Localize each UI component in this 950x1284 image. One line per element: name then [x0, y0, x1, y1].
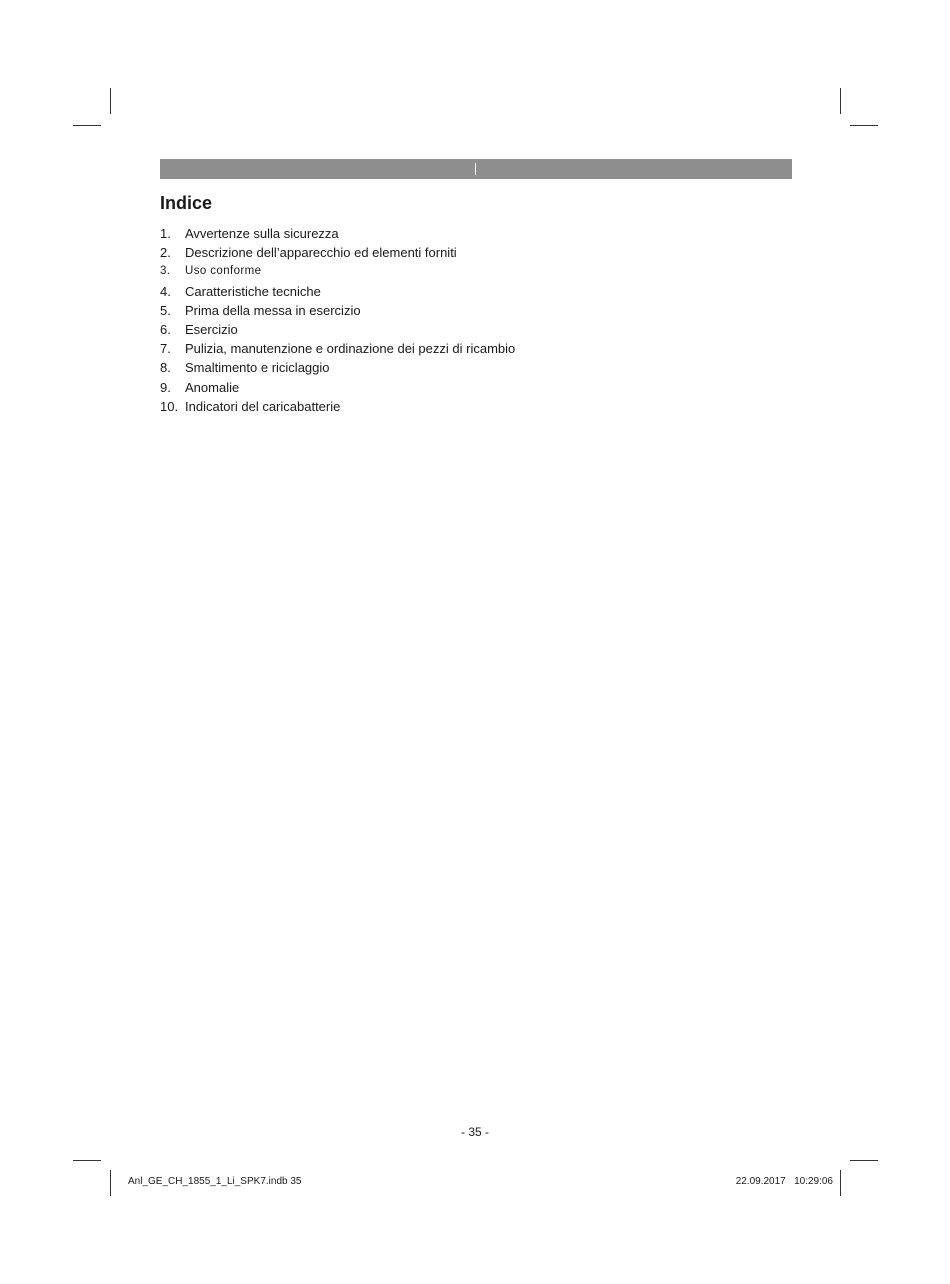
toc-item-number: 7. — [160, 341, 171, 357]
toc-item-label: Caratteristiche tecniche — [185, 283, 321, 299]
table-of-contents — [160, 224, 515, 416]
toc-item-number: 4. — [160, 283, 171, 299]
toc-item-label: Indicatori del caricabatterie — [185, 398, 341, 414]
toc-item — [160, 262, 515, 281]
crop-mark — [840, 88, 841, 114]
toc-item-label: Prima della messa in esercizio — [185, 302, 361, 318]
toc-item — [160, 358, 515, 377]
toc-item — [160, 397, 515, 416]
page-title: Indice — [160, 193, 213, 213]
crop-mark — [110, 88, 111, 114]
toc-item-label: Anomalie — [185, 379, 240, 395]
toc-item — [160, 378, 515, 397]
crop-mark — [850, 1160, 878, 1161]
toc-item-number: 3. — [160, 265, 171, 278]
toc-item-label: Smaltimento e riciclaggio — [185, 360, 330, 376]
toc-item-label: Uso conforme — [185, 265, 262, 278]
toc-item-label: Descrizione dell’apparecchio ed elementi forniti — [185, 245, 457, 261]
toc-item — [160, 301, 515, 320]
crop-mark — [73, 1160, 101, 1161]
header-divider — [475, 163, 476, 175]
print-slug-datetime: 22.09.2017 10:29:06 — [735, 1176, 833, 1187]
toc-item-number: 1. — [160, 226, 171, 241]
toc-item-number: 10. — [160, 398, 179, 414]
toc-item — [160, 243, 515, 262]
toc-item-number: 6. — [160, 321, 171, 337]
toc-item — [160, 339, 515, 358]
crop-mark — [110, 1170, 111, 1196]
toc-item — [160, 282, 515, 301]
toc-item-label: Pulizia, manutenzione e ordinazione dei pezzi di ricambio — [185, 341, 516, 357]
print-slug-filename: Anl_GE_CH_1855_1_Li_SPK7.indb 35 — [128, 1176, 302, 1187]
toc-item-number: 5. — [160, 302, 171, 318]
toc-item — [160, 224, 515, 243]
toc-item-label: Avvertenze sulla sicurezza — [185, 226, 339, 241]
page-number: - 35 - — [460, 1125, 489, 1139]
crop-mark — [73, 125, 101, 126]
toc-item-number: 8. — [160, 360, 171, 376]
crop-mark — [840, 1170, 841, 1196]
crop-mark — [850, 125, 878, 126]
header-bar — [160, 159, 792, 179]
toc-item-number: 9. — [160, 379, 171, 395]
toc-item-number: 2. — [160, 245, 171, 261]
toc-item-label: Esercizio — [185, 321, 238, 337]
toc-item — [160, 320, 515, 339]
